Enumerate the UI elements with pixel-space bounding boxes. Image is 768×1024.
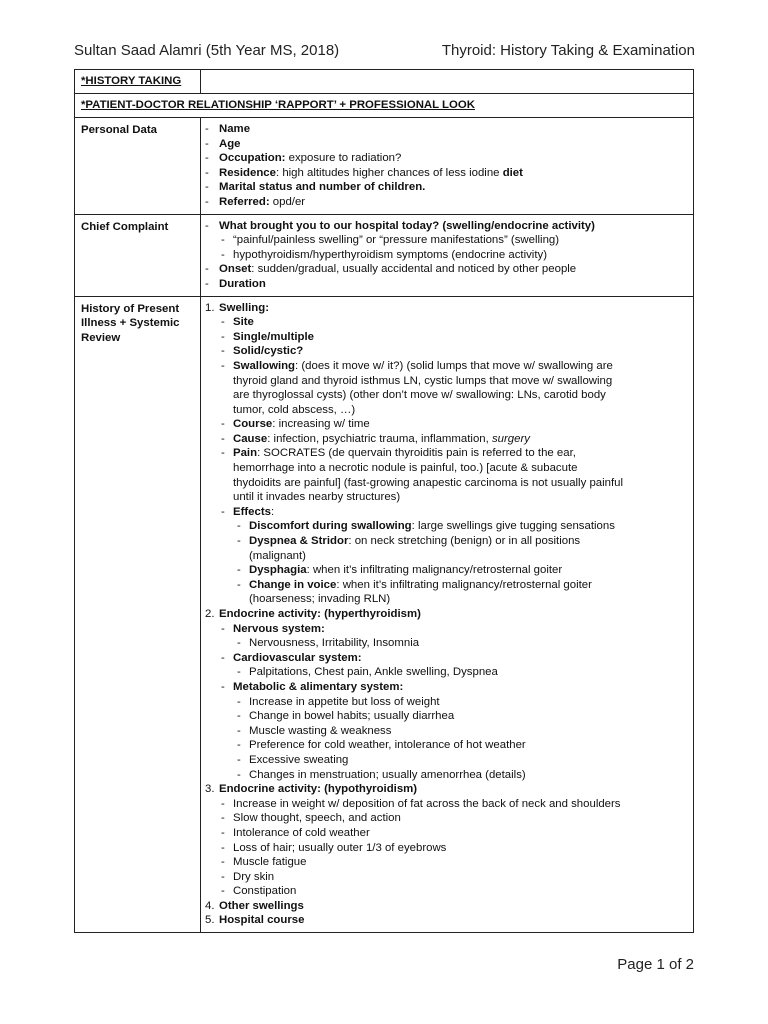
text-segment: Swallowing (233, 359, 296, 372)
row-chief-complaint (75, 214, 694, 296)
text-segment: Solid/cystic? (233, 345, 304, 358)
list-item (201, 753, 689, 768)
bullet-dash: - (205, 219, 209, 232)
bullet-dash: - (205, 277, 209, 290)
text-segment: Dysphagia (249, 564, 307, 577)
row-label-line: History of Present (81, 302, 180, 315)
list-item (201, 797, 689, 812)
list-item (201, 122, 689, 137)
text-segment: Metabolic & alimentary system: (233, 680, 404, 693)
list-item (201, 695, 689, 710)
list-item-text (201, 122, 689, 137)
bullet-dash: - (205, 166, 209, 179)
text-segment: Occupation: (219, 152, 286, 165)
list-item (201, 651, 689, 666)
list-item (201, 432, 689, 447)
text-segment: Residence (219, 166, 276, 179)
list-item-text (201, 490, 689, 505)
text-segment: Change in bowel habits; usually diarrhea (249, 710, 455, 723)
list-item-text (201, 330, 689, 345)
list-item-text (201, 166, 689, 181)
list-item (201, 811, 689, 826)
bullet-dash: - (221, 447, 225, 460)
list-item (201, 913, 689, 928)
list-item-text (201, 388, 689, 403)
list-item-text (201, 665, 689, 680)
text-segment: : sudden/gradual, usually accidental and noticed by other people (251, 263, 577, 276)
text-segment: Excessive sweating (249, 753, 349, 766)
row-label-line: Review (81, 331, 121, 344)
list-item (201, 344, 689, 359)
text-segment: diet (502, 166, 523, 179)
list-item (201, 388, 689, 403)
bullet-dash: - (237, 666, 241, 679)
bullet-dash: - (221, 345, 225, 358)
list-item (201, 782, 689, 797)
text-segment: : increasing w/ time (272, 418, 370, 431)
text-segment: Cause (233, 432, 268, 445)
bullet-dash: - (221, 505, 225, 518)
list-item (201, 870, 689, 885)
bullet-dash: - (205, 123, 209, 135)
text-segment: : high altitudes higher chances of less iodine (275, 166, 503, 179)
bullet-dash: - (221, 812, 225, 825)
list-number: 2. (205, 608, 215, 620)
text-segment: Intolerance of cold weather (233, 826, 370, 839)
bullet-dash: - (237, 695, 241, 708)
bullet-dash: - (205, 263, 209, 276)
bullet-dash: - (237, 535, 241, 548)
list-item (201, 180, 689, 195)
list-item-text (201, 374, 689, 389)
section-heading-history-taking: *HISTORY TAKING (75, 70, 201, 94)
bullet-dash: - (237, 637, 241, 650)
text-segment: thyroid gland and thyroid isthmus LN, cystic lumps that move w/ swallowing (233, 374, 613, 387)
empty-cell (201, 70, 694, 94)
text-segment: Slow thought, speech, and action (233, 812, 401, 825)
list-item-text (201, 549, 689, 564)
text-segment: Site (233, 316, 254, 329)
document-author: Sultan Saad Alamri (5th Year MS, 2018) (74, 42, 340, 59)
text-segment: Name (219, 123, 251, 135)
list-item-text (201, 884, 689, 899)
text-segment: Hospital course (219, 914, 305, 927)
text-segment: : infection, psychiatric trauma, inflammation, (267, 432, 492, 445)
list-item (201, 841, 689, 856)
list-item-text (201, 180, 689, 195)
list-item-text (201, 262, 689, 277)
text-segment: Increase in appetite but loss of weight (249, 695, 440, 708)
bullet-dash: - (237, 739, 241, 752)
list-item (201, 262, 689, 277)
bullet-dash: - (237, 710, 241, 723)
text-segment: (malignant) (249, 549, 306, 562)
section-row-history-taking (75, 70, 694, 94)
list-item (201, 248, 689, 263)
section-row-rapport (75, 94, 694, 118)
list-item-text (201, 578, 689, 593)
text-segment: : on neck stretching (benign) or in all positions (348, 535, 581, 548)
bullet-dash: - (237, 753, 241, 766)
list-item-text (201, 219, 689, 234)
bullet-dash: - (237, 578, 241, 591)
text-segment: Referred: (219, 195, 270, 208)
text-segment: thydoidits are painful] (fast-growing anapestic carcinoma is not usually painful (233, 476, 624, 489)
bullet-dash: - (237, 768, 241, 781)
list-item (201, 592, 689, 607)
list-item-text (201, 724, 689, 739)
text-segment: Nervousness, Irritability, Insomnia (249, 637, 420, 650)
bullet-dash: - (221, 248, 225, 261)
list-item-text (201, 913, 689, 928)
bullet-dash: - (205, 137, 209, 150)
list-item (201, 636, 689, 651)
list-item-text (201, 753, 689, 768)
list-item (201, 622, 689, 637)
list-item-text (201, 636, 689, 651)
row-label (75, 214, 201, 296)
row-personal-data (75, 118, 694, 215)
text-segment: Discomfort during swallowing (249, 520, 412, 533)
bullet-dash: - (221, 651, 225, 664)
text-segment: : SOCRATES (de quervain thyroiditis pain is referred to the ear, (257, 447, 576, 460)
row-label (75, 296, 201, 933)
list-item (201, 680, 689, 695)
text-segment: tumor, cold abscess, …) (233, 403, 356, 416)
text-segment: Marital status and number of children. (219, 181, 426, 194)
bullet-dash: - (221, 885, 225, 898)
list-item-text (201, 563, 689, 578)
list-item (201, 709, 689, 724)
list-item (201, 151, 689, 166)
text-segment: Increase in weight w/ deposition of fat across the back of neck and shoulders (233, 797, 621, 810)
list-item (201, 219, 689, 234)
list-item-text (201, 680, 689, 695)
bullet-dash: - (221, 841, 225, 854)
list-item (201, 607, 689, 622)
list-number: 1. (205, 301, 215, 314)
bullet-dash: - (205, 181, 209, 194)
list-item (201, 446, 689, 461)
text-segment: Preference for cold weather, intolerance of hot weather (249, 739, 526, 752)
list-item-text (201, 446, 689, 461)
list-item-text (201, 709, 689, 724)
text-segment: hypothyroidism/hyperthyroidism symptoms (endocrine activity) (233, 248, 547, 261)
page-number: Page 1 of 2 (617, 956, 694, 973)
bullet-dash: - (221, 330, 225, 343)
list-item-text (201, 811, 689, 826)
list-item (201, 563, 689, 578)
bullet-dash: - (221, 359, 225, 372)
bullet-dash: - (221, 797, 225, 810)
bullet-dash: - (221, 622, 225, 635)
row-content (201, 214, 694, 296)
list-item-text (201, 797, 689, 812)
list-item (201, 490, 689, 505)
text-segment: Cardiovascular system: (233, 651, 362, 664)
text-segment: Dry skin (233, 870, 275, 883)
list-item (201, 505, 689, 520)
text-segment: Loss of hair; usually outer 1/3 of eyebrows (233, 841, 447, 854)
text-segment: Changes in menstruation; usually amenorrhea (details) (249, 768, 526, 781)
bullet-dash: - (221, 432, 225, 445)
list-item (201, 233, 689, 248)
bullet-dash: - (221, 826, 225, 839)
list-item-text (201, 592, 689, 607)
text-segment: : when it’s infiltrating malignancy/retrosternal goiter (306, 564, 563, 577)
text-segment: Constipation (233, 885, 297, 898)
bullet-dash: - (205, 152, 209, 165)
list-item-text (201, 344, 689, 359)
row-content (201, 296, 694, 933)
list-item (201, 461, 689, 476)
list-item (201, 301, 689, 316)
list-item-text (201, 695, 689, 710)
section-heading-rapport: *PATIENT-DOCTOR RELATIONSHIP ‘RAPPORT’ + PROFESSIONAL LOOK (75, 94, 694, 118)
list-item (201, 519, 689, 534)
text-segment: : (270, 505, 275, 518)
text-segment: surgery (491, 432, 530, 445)
list-item-text (201, 359, 689, 374)
list-item-text (201, 151, 689, 166)
bullet-dash: - (221, 870, 225, 883)
text-segment: Endocrine activity: (hyperthyroidism) (219, 608, 421, 620)
list-item-text (201, 505, 689, 520)
list-item-text (201, 826, 689, 841)
list-number: 5. (205, 914, 215, 927)
text-segment: until it invades nearby structures) (233, 491, 401, 504)
text-segment: “painful/painless swelling” or “pressure manifestations” (swelling) (233, 234, 560, 247)
text-segment: Change in voice (249, 578, 337, 591)
list-number: 3. (205, 783, 215, 796)
history-taking-table (74, 69, 694, 933)
list-item (201, 330, 689, 345)
list-item-text (201, 768, 689, 783)
text-segment: Pain (233, 447, 258, 460)
list-item (201, 374, 689, 389)
row-label (75, 118, 201, 215)
bullet-dash: - (237, 520, 241, 533)
list-item (201, 738, 689, 753)
row-label-line: Illness + Systemic (81, 317, 180, 330)
text-segment: exposure to radiation? (285, 152, 402, 165)
list-item-text (201, 233, 689, 248)
text-segment: Nervous system: (233, 622, 325, 635)
list-item (201, 724, 689, 739)
text-segment: Palpitations, Chest pain, Ankle swelling, Dyspnea (249, 666, 498, 679)
text-segment: Dyspnea & Stridor (249, 535, 349, 548)
list-item-text (201, 476, 689, 491)
bullet-dash: - (221, 316, 225, 329)
text-segment: hemorrhage into a necrotic nodule is painful, too.) [acute & subacute (233, 462, 578, 475)
list-item-text (201, 607, 689, 622)
list-item (201, 855, 689, 870)
text-segment: Effects (233, 505, 271, 518)
list-item-text (201, 403, 689, 418)
bullet-dash: - (221, 680, 225, 693)
text-segment: Duration (219, 277, 266, 290)
list-item-text (201, 315, 689, 330)
text-segment: Course (233, 418, 273, 431)
list-item-text (201, 248, 689, 263)
list-item (201, 195, 689, 210)
list-item (201, 884, 689, 899)
list-item-text (201, 738, 689, 753)
text-segment: are thyroglossal cysts) (other don’t move w/ swallowing: LNs, carotid body (233, 389, 606, 402)
text-segment: (hoarseness; invading RLN) (249, 593, 391, 606)
list-item-text (201, 137, 689, 152)
list-item (201, 476, 689, 491)
list-item (201, 549, 689, 564)
list-item-text (201, 417, 689, 432)
list-item (201, 768, 689, 783)
list-item-text (201, 432, 689, 447)
list-item (201, 826, 689, 841)
text-segment: Onset (219, 263, 252, 276)
text-segment: Endocrine activity: (hypothyroidism) (219, 783, 418, 796)
list-item-text (201, 841, 689, 856)
list-item-text (201, 870, 689, 885)
list-number: 4. (205, 899, 215, 912)
text-segment: Muscle fatigue (233, 856, 307, 869)
list-item (201, 315, 689, 330)
list-item-text (201, 651, 689, 666)
text-segment: Other swellings (219, 899, 304, 912)
list-item-text (201, 534, 689, 549)
text-segment: : large swellings give tugging sensations (411, 520, 615, 533)
text-segment: : (does it move w/ it?) (solid lumps that move w/ swallowing are (295, 359, 613, 372)
list-item (201, 417, 689, 432)
list-item-text (201, 855, 689, 870)
list-item-text (201, 899, 689, 914)
list-item (201, 359, 689, 374)
text-segment: Age (219, 137, 241, 150)
list-item (201, 166, 689, 181)
text-segment: What brought you to our hospital today? (swelling/endocrine activity) (219, 219, 595, 232)
text-segment: opd/er (269, 195, 306, 208)
bullet-dash: - (205, 195, 209, 208)
row-label-line: Chief Complaint (81, 220, 169, 233)
list-item (201, 403, 689, 418)
bullet-dash: - (221, 234, 225, 247)
list-item-text (201, 519, 689, 534)
list-item (201, 277, 689, 292)
text-segment: Swelling: (219, 301, 269, 314)
text-segment: Single/multiple (233, 330, 315, 343)
row-content (201, 118, 694, 215)
list-item (201, 899, 689, 914)
document-title: Thyroid: History Taking & Examination (441, 42, 695, 59)
row-history-present-illness (75, 296, 694, 933)
list-item (201, 665, 689, 680)
list-item (201, 578, 689, 593)
list-item-text (201, 195, 689, 210)
list-item (201, 534, 689, 549)
list-item-text (201, 782, 689, 797)
list-item-text (201, 622, 689, 637)
row-label-line: Personal Data (81, 124, 157, 136)
list-item-text (201, 301, 689, 316)
list-item-text (201, 461, 689, 476)
bullet-dash: - (221, 856, 225, 869)
bullet-dash: - (237, 724, 241, 737)
list-item (201, 137, 689, 152)
list-item-text (201, 277, 689, 292)
text-segment: Muscle wasting & weakness (249, 724, 392, 737)
bullet-dash: - (237, 564, 241, 577)
text-segment: : when it’s infiltrating malignancy/retrosternal goiter (336, 578, 592, 591)
bullet-dash: - (221, 418, 225, 431)
